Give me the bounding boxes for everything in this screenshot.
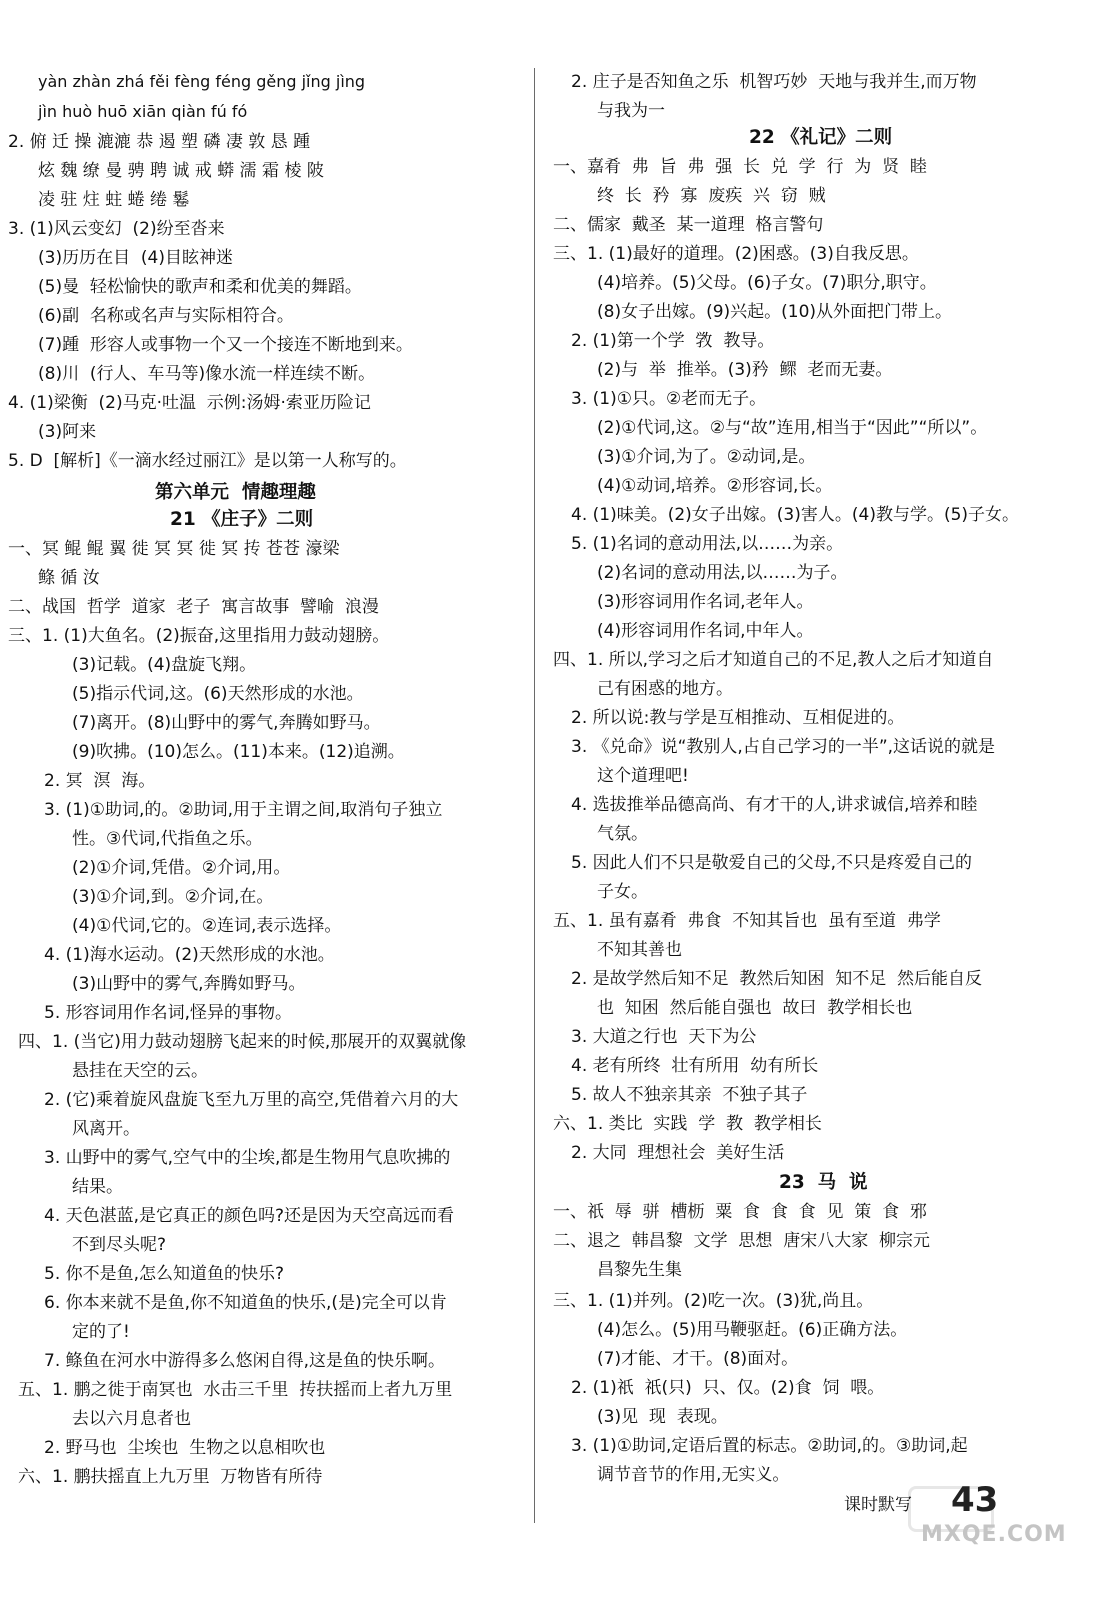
answer-line: 5. 故人不独亲其亲 不独子其子: [571, 1085, 808, 1105]
answer-line: 2. 野马也 尘埃也 生物之以息相吹也: [44, 1438, 326, 1458]
answer-line: 4. (1)味美。(2)女子出嫁。(3)害人。(4)教与学。(5)子女。: [571, 505, 1020, 525]
answer-line: 三、1. (1)大鱼名。(2)振奋,这里指用力鼓动翅膀。: [8, 626, 390, 646]
answer-line: 3. (1)①助词,的。②助词,用于主谓之间,取消句子独立: [44, 800, 443, 820]
answer-line: (8)女子出嫁。(9)兴起。(10)从外面把门带上。: [597, 302, 953, 322]
answer-line: 2. 庄子是否知鱼之乐 机智巧妙 天地与我并生,而万物: [571, 72, 977, 92]
watermark-url: MXQE.COM: [921, 1522, 1067, 1547]
answer-line: 一、祇 辱 骈 槽枥 粟 食 食 食 见 策 食 邪: [553, 1202, 927, 1222]
answer-line: (4)培养。(5)父母。(6)子女。(7)职分,职守。: [597, 273, 937, 293]
answer-line: 二、儒家 戴圣 某一道理 格言警句: [553, 215, 824, 235]
answer-line: (4)①代词,它的。②连词,表示选择。: [72, 916, 342, 936]
answer-line: (3)①介词,到。②介词,在。: [72, 887, 274, 907]
answer-line: 凌 驻 炷 蛀 蜷 绻 鬈: [38, 190, 190, 210]
answer-line: 3. (1)风云变幻 (2)纷至沓来: [8, 219, 225, 239]
answer-line: 三、1. (1)最好的道理。(2)困惑。(3)自我反思。: [553, 244, 919, 264]
answer-line: 2. 所以说:教与学是互相推动、互相促进的。: [571, 708, 905, 728]
answer-line: 三、1. (1)并列。(2)吃一次。(3)犹,尚且。: [553, 1291, 874, 1311]
answer-line: (9)吹拂。(10)怎么。(11)本来。(12)追溯。: [72, 742, 405, 762]
answer-line: 鲦 循 汝: [38, 568, 100, 588]
answer-line: (4)怎么。(5)用马鞭驱赶。(6)正确方法。: [597, 1320, 908, 1340]
answer-line: 7. 鲦鱼在河水中游得多么悠闲自得,这是鱼的快乐啊。: [44, 1351, 446, 1371]
answer-line: 昌黎先生集: [597, 1260, 682, 1280]
answer-line: 一、冥 鲲 鲲 翼 徙 冥 冥 徙 冥 抟 苍苍 濠梁: [8, 539, 340, 559]
answer-line: 风离开。: [72, 1119, 140, 1139]
answer-line: (3)形容词用作名词,老年人。: [597, 592, 814, 612]
answer-line: (5)曼 轻松愉快的歌声和柔和优美的舞蹈。: [38, 277, 362, 297]
answer-line: 3. (1)①只。②老而无子。: [571, 389, 767, 409]
answer-line: (3)记载。(4)盘旋飞翔。: [72, 655, 257, 675]
lesson-title: 22 《礼记》二则: [749, 127, 893, 148]
answer-line: 4. (1)梁衡 (2)马克·吐温 示例:汤姆·索亚历险记: [8, 393, 371, 413]
answer-line: (7)踵 形容人或事物一个又一个接连不断地到来。: [38, 335, 413, 355]
answer-line: (7)离开。(8)山野中的雾气,奔腾如野马。: [72, 713, 381, 733]
answer-line: 6. 你本来就不是鱼,你不知道鱼的快乐,(是)完全可以肯: [44, 1293, 447, 1313]
answer-line: 4. (1)海水运动。(2)天然形成的水池。: [44, 945, 335, 965]
answer-line: 4. 选拔推举品德高尚、有才干的人,讲求诚信,培养和睦: [571, 795, 978, 815]
answer-line: 5. 你不是鱼,怎么知道鱼的快乐?: [44, 1264, 285, 1284]
unit-title: 第六单元 情趣理趣: [155, 482, 316, 503]
answer-line: 去以六月息者也: [72, 1409, 191, 1429]
answer-line: 气氛。: [597, 824, 648, 844]
lesson-title: 21 《庄子》二则: [170, 509, 314, 530]
answer-line: 不知其善也: [597, 940, 682, 960]
column-divider: [534, 68, 535, 1523]
answer-line: 定的了!: [72, 1322, 130, 1342]
answer-line: 子女。: [597, 882, 648, 902]
answer-line: 不到尽头呢?: [72, 1235, 167, 1255]
answer-line: (5)指示代词,这。(6)天然形成的水池。: [72, 684, 364, 704]
answer-line: (4)①动词,培养。②形容词,长。: [597, 476, 833, 496]
answer-line: 5. D [解析]《一滴水经过丽江》是以第一人称写的。: [8, 451, 407, 471]
answer-line: 悬挂在天空的云。: [72, 1061, 208, 1081]
answer-line: 四、1. 所以,学习之后才知道自己的不足,教人之后才知道自: [553, 650, 994, 670]
answer-line: (3)阿来: [38, 422, 97, 442]
answer-line: 2. 大同 理想社会 美好生活: [571, 1143, 785, 1163]
answer-line: 己有困惑的地方。: [597, 679, 733, 699]
answer-line: 也 知困 然后能自强也 故曰 教学相长也: [597, 998, 913, 1018]
answer-line: (7)才能、才干。(8)面对。: [597, 1349, 799, 1369]
answer-line: 2. (1)祇 祇(只) 只、仅。(2)食 饲 喂。: [571, 1378, 885, 1398]
answer-line: 二、战国 哲学 道家 老子 寓言故事 譬喻 浪漫: [8, 597, 379, 617]
answer-line: (2)①介词,凭借。②介词,用。: [72, 858, 291, 878]
answer-line: 2. (1)第一个学 敩 教导。: [571, 331, 775, 351]
answer-line: 4. 老有所终 壮有所用 幼有所长: [571, 1056, 819, 1076]
answer-line: 5. (1)名词的意动用法,以……为亲。: [571, 534, 844, 554]
answer-line: 炫 魏 缭 曼 骋 聘 诚 戒 蟒 濡 霜 棱 陂: [38, 161, 324, 181]
answer-line: 3. 大道之行也 天下为公: [571, 1027, 757, 1047]
answer-line: 5. 形容词用作名词,怪异的事物。: [44, 1003, 293, 1023]
answer-line: 2. 俯 迁 操 漉漉 恭 遏 塑 磷 凄 敦 恳 踵: [8, 132, 311, 152]
answer-line: 5. 因此人们不只是敬爱自己的父母,不只是疼爱自己的: [571, 853, 973, 873]
answer-line: (2)名词的意动用法,以……为子。: [597, 563, 848, 583]
pinyin-line: jìn huò huō xiān qiàn fú fó: [38, 102, 248, 121]
pinyin-line: yàn zhàn zhá fěi fèng féng gěng jǐng jìng: [38, 72, 366, 91]
lesson-title: 23 马 说: [779, 1172, 868, 1193]
answer-line: 2. 是故学然后知不足 教然后知困 知不足 然后能自反: [571, 969, 983, 989]
answer-line: (3)①介词,为了。②动词,是。: [597, 447, 816, 467]
answer-line: (2)①代词,这。②与“故”连用,相当于“因此”“所以”。: [597, 418, 988, 438]
answer-line: 3. 《兑命》说“教别人,占自己学习的一半”,这话说的就是: [571, 737, 996, 757]
answer-line: 2. 冥 溟 海。: [44, 771, 156, 791]
answer-line: (6)副 名称或名声与实际相符合。: [38, 306, 294, 326]
answer-line: 性。③代词,代指鱼之乐。: [72, 829, 263, 849]
answer-line: 调节音节的作用,无实义。: [597, 1465, 790, 1485]
answer-line: 一、嘉肴 弗 旨 弗 强 长 兑 学 行 为 贤 睦: [553, 157, 927, 177]
answer-line: 二、退之 韩昌黎 文学 思想 唐宋八大家 柳宗元: [553, 1231, 931, 1251]
footer-label: 课时默写: [844, 1495, 912, 1515]
answer-line: 四、1. (当它)用力鼓动翅膀飞起来的时候,那展开的双翼就像: [18, 1032, 467, 1052]
page-footer: [826, 1476, 1101, 1547]
answer-line: (3)山野中的雾气,奔腾如野马。: [72, 974, 306, 994]
answer-line: (8)川 (行人、车马等)像水流一样连续不断。: [38, 364, 376, 384]
answer-line: 五、1. 鹏之徙于南冥也 水击三千里 抟扶摇而上者九万里: [18, 1380, 453, 1400]
answer-line: (2)与 举 推举。(3)矜 鳏 老而无妻。: [597, 360, 893, 380]
answer-line: 这个道理吧!: [597, 766, 689, 786]
answer-line: 六、1. 类比 实践 学 教 教学相长: [553, 1114, 822, 1134]
answer-line: 五、1. 虽有嘉肴 弗食 不知其旨也 虽有至道 弗学: [553, 911, 941, 931]
answer-line: 2. (它)乘着旋风盘旋飞至九万里的高空,凭借着六月的大: [44, 1090, 459, 1110]
answer-line: 3. (1)①助词,定语后置的标志。②助词,的。③助词,起: [571, 1436, 968, 1456]
page-number: 43: [951, 1480, 999, 1520]
answer-line: 3. 山野中的雾气,空气中的尘埃,都是生物用气息吹拂的: [44, 1148, 451, 1168]
answer-line: 4. 天色湛蓝,是它真正的颜色吗?还是因为天空高远而看: [44, 1206, 455, 1226]
answer-line: 与我为一: [597, 101, 665, 121]
answer-line: (4)形容词用作名词,中年人。: [597, 621, 814, 641]
answer-line: (3)见 现 表现。: [597, 1407, 728, 1427]
answer-line: 结果。: [72, 1177, 123, 1197]
answer-line: 终 长 矜 寡 废疾 兴 窃 贼: [597, 186, 826, 206]
answer-line: 六、1. 鹏扶摇直上九万里 万物皆有所待: [18, 1467, 323, 1487]
answer-line: (3)历历在目 (4)目眩神迷: [38, 248, 233, 268]
